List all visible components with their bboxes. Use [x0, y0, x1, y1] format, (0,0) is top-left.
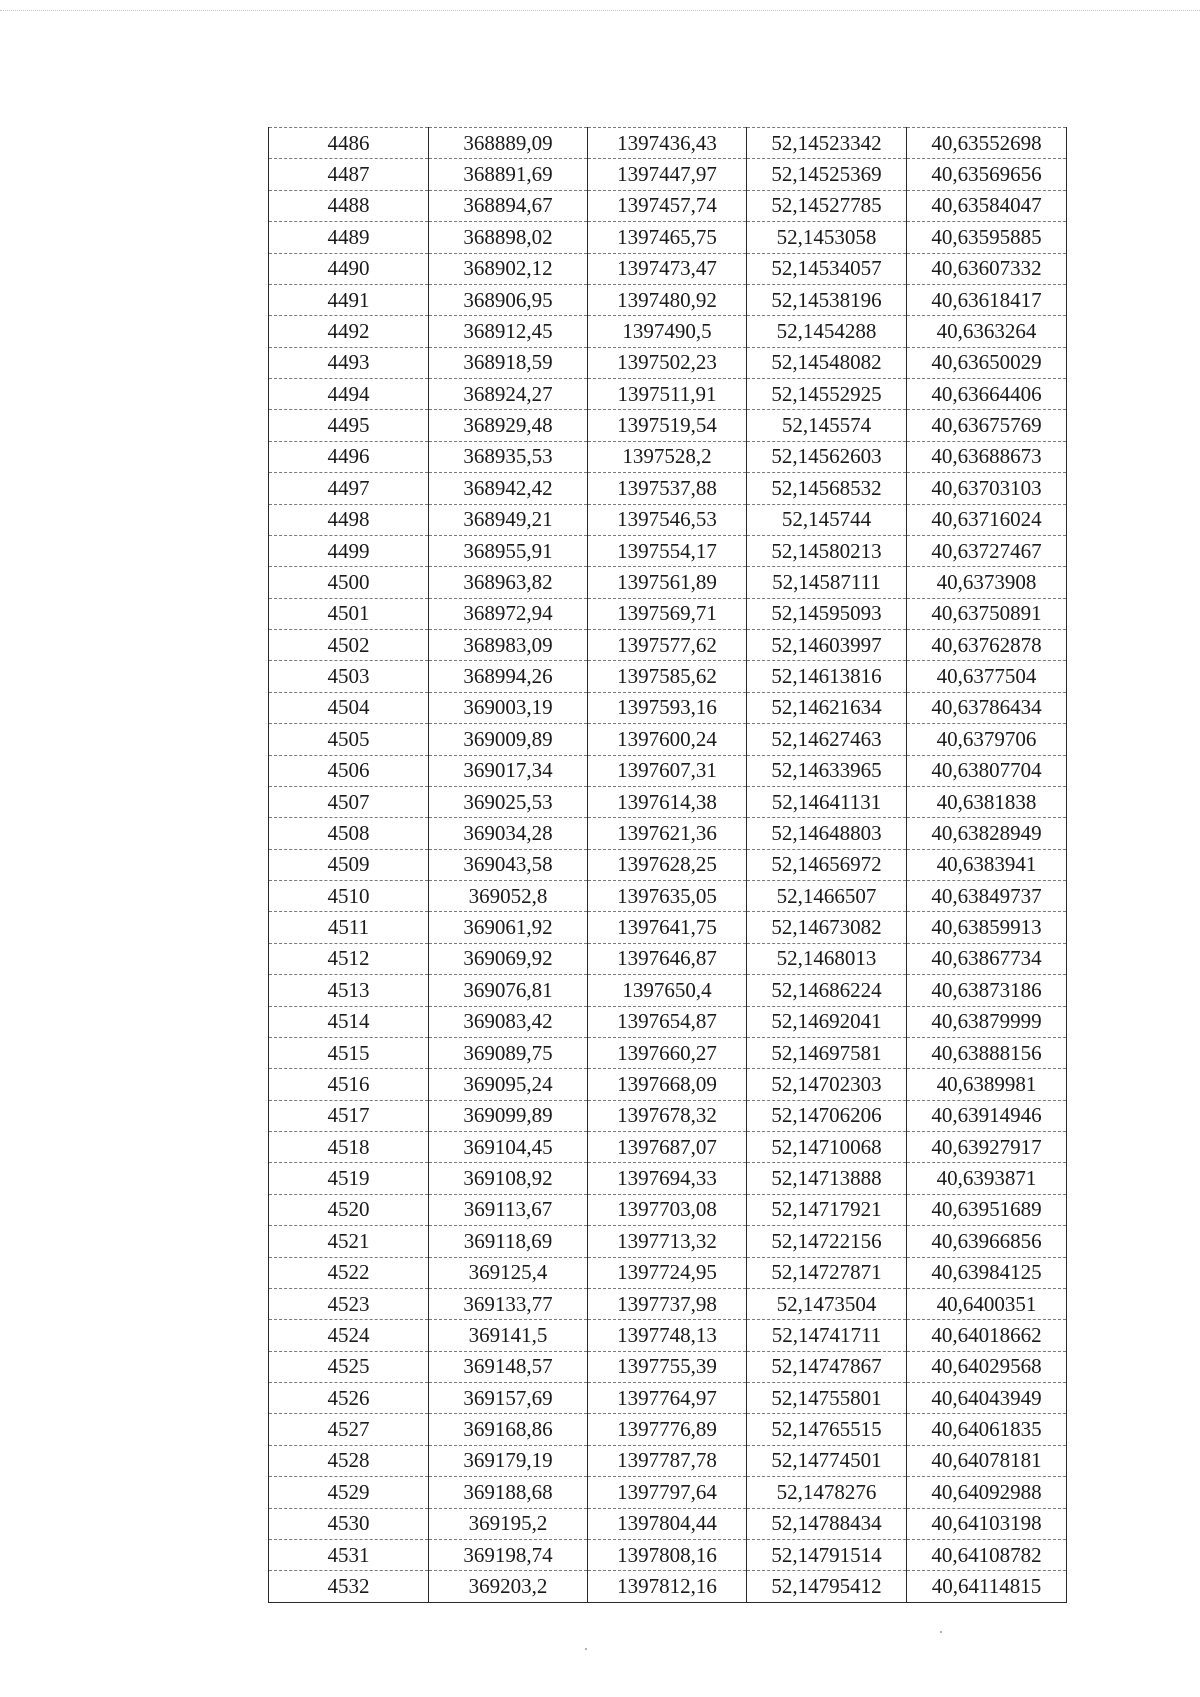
- longitude-cell: 40,63569656: [907, 159, 1067, 190]
- y-coordinate-cell: 1397687,07: [588, 1132, 747, 1163]
- x-coordinate-cell: 369118,69: [429, 1226, 588, 1257]
- point-number-cell: 4526: [269, 1383, 429, 1414]
- y-coordinate-cell: 1397755,39: [588, 1351, 747, 1382]
- x-coordinate-cell: 368889,09: [429, 128, 588, 159]
- table-row: [269, 190, 1067, 221]
- table-row: [269, 347, 1067, 378]
- table-row: [269, 724, 1067, 755]
- point-number-cell: 4495: [269, 410, 429, 441]
- latitude-cell: 52,14538196: [747, 284, 907, 315]
- table-row: [269, 1257, 1067, 1288]
- latitude-cell: 52,14641131: [747, 786, 907, 817]
- latitude-cell: 52,14717921: [747, 1194, 907, 1225]
- y-coordinate-cell: 1397561,89: [588, 567, 747, 598]
- point-number-cell: 4502: [269, 630, 429, 661]
- longitude-cell: 40,6379706: [907, 724, 1067, 755]
- longitude-cell: 40,6377504: [907, 661, 1067, 692]
- longitude-cell: 40,63675769: [907, 410, 1067, 441]
- table-row: [269, 1539, 1067, 1570]
- y-coordinate-cell: 1397694,33: [588, 1163, 747, 1194]
- y-coordinate-cell: 1397635,05: [588, 881, 747, 912]
- point-number-cell: 4499: [269, 535, 429, 566]
- point-number-cell: 4530: [269, 1508, 429, 1539]
- table-row: [269, 253, 1067, 284]
- latitude-cell: 52,14747867: [747, 1351, 907, 1382]
- longitude-cell: 40,63828949: [907, 818, 1067, 849]
- latitude-cell: 52,14765515: [747, 1414, 907, 1445]
- y-coordinate-cell: 1397473,47: [588, 253, 747, 284]
- point-number-cell: 4491: [269, 284, 429, 315]
- latitude-cell: 52,14706206: [747, 1100, 907, 1131]
- latitude-cell: 52,14613816: [747, 661, 907, 692]
- scan-speck: [940, 1631, 942, 1633]
- y-coordinate-cell: 1397748,13: [588, 1320, 747, 1351]
- table-row: [269, 912, 1067, 943]
- point-number-cell: 4513: [269, 975, 429, 1006]
- x-coordinate-cell: 368891,69: [429, 159, 588, 190]
- y-coordinate-cell: 1397621,36: [588, 818, 747, 849]
- latitude-cell: 52,14633965: [747, 755, 907, 786]
- table-row: [269, 755, 1067, 786]
- longitude-cell: 40,63888156: [907, 1037, 1067, 1068]
- point-number-cell: 4488: [269, 190, 429, 221]
- x-coordinate-cell: 368955,91: [429, 535, 588, 566]
- x-coordinate-cell: 369179,19: [429, 1445, 588, 1476]
- latitude-cell: 52,14686224: [747, 975, 907, 1006]
- y-coordinate-cell: 1397546,53: [588, 504, 747, 535]
- longitude-cell: 40,64018662: [907, 1320, 1067, 1351]
- table-row: [269, 1508, 1067, 1539]
- point-number-cell: 4496: [269, 441, 429, 472]
- table-row: [269, 1445, 1067, 1476]
- latitude-cell: 52,14692041: [747, 1006, 907, 1037]
- latitude-cell: 52,14595093: [747, 598, 907, 629]
- x-coordinate-cell: 369052,8: [429, 881, 588, 912]
- longitude-cell: 40,63859913: [907, 912, 1067, 943]
- x-coordinate-cell: 368972,94: [429, 598, 588, 629]
- point-number-cell: 4500: [269, 567, 429, 598]
- latitude-cell: 52,14552925: [747, 379, 907, 410]
- latitude-cell: 52,1466507: [747, 881, 907, 912]
- table-row: [269, 598, 1067, 629]
- latitude-cell: 52,14727871: [747, 1257, 907, 1288]
- x-coordinate-cell: 369025,53: [429, 786, 588, 817]
- latitude-cell: 52,14656972: [747, 849, 907, 880]
- latitude-cell: 52,14774501: [747, 1445, 907, 1476]
- table-row: [269, 1163, 1067, 1194]
- x-coordinate-cell: 369108,92: [429, 1163, 588, 1194]
- longitude-cell: 40,63716024: [907, 504, 1067, 535]
- x-coordinate-cell: 368949,21: [429, 504, 588, 535]
- point-number-cell: 4516: [269, 1069, 429, 1100]
- point-number-cell: 4527: [269, 1414, 429, 1445]
- y-coordinate-cell: 1397650,4: [588, 975, 747, 1006]
- longitude-cell: 40,64108782: [907, 1539, 1067, 1570]
- x-coordinate-cell: 368929,48: [429, 410, 588, 441]
- latitude-cell: 52,1468013: [747, 943, 907, 974]
- latitude-cell: 52,14710068: [747, 1132, 907, 1163]
- point-number-cell: 4509: [269, 849, 429, 880]
- point-number-cell: 4529: [269, 1477, 429, 1508]
- point-number-cell: 4520: [269, 1194, 429, 1225]
- point-number-cell: 4489: [269, 222, 429, 253]
- point-number-cell: 4506: [269, 755, 429, 786]
- table-row: [269, 473, 1067, 504]
- longitude-cell: 40,6381838: [907, 786, 1067, 817]
- longitude-cell: 40,63927917: [907, 1132, 1067, 1163]
- latitude-cell: 52,14525369: [747, 159, 907, 190]
- longitude-cell: 40,63607332: [907, 253, 1067, 284]
- latitude-cell: 52,14702303: [747, 1069, 907, 1100]
- coordinates-table-body: [269, 128, 1067, 1603]
- y-coordinate-cell: 1397764,97: [588, 1383, 747, 1414]
- table-row: [269, 316, 1067, 347]
- table-row: [269, 1100, 1067, 1131]
- x-coordinate-cell: 369141,5: [429, 1320, 588, 1351]
- latitude-cell: 52,14791514: [747, 1539, 907, 1570]
- latitude-cell: 52,14627463: [747, 724, 907, 755]
- y-coordinate-cell: 1397502,23: [588, 347, 747, 378]
- y-coordinate-cell: 1397511,91: [588, 379, 747, 410]
- longitude-cell: 40,63807704: [907, 755, 1067, 786]
- x-coordinate-cell: 369148,57: [429, 1351, 588, 1382]
- x-coordinate-cell: 369157,69: [429, 1383, 588, 1414]
- longitude-cell: 40,63664406: [907, 379, 1067, 410]
- point-number-cell: 4522: [269, 1257, 429, 1288]
- point-number-cell: 4510: [269, 881, 429, 912]
- x-coordinate-cell: 368942,42: [429, 473, 588, 504]
- table-row: [269, 849, 1067, 880]
- table-row: [269, 567, 1067, 598]
- point-number-cell: 4505: [269, 724, 429, 755]
- point-number-cell: 4503: [269, 661, 429, 692]
- x-coordinate-cell: 368906,95: [429, 284, 588, 315]
- latitude-cell: 52,14523342: [747, 128, 907, 159]
- table-row: [269, 1288, 1067, 1319]
- y-coordinate-cell: 1397554,17: [588, 535, 747, 566]
- point-number-cell: 4519: [269, 1163, 429, 1194]
- latitude-cell: 52,145744: [747, 504, 907, 535]
- x-coordinate-cell: 368935,53: [429, 441, 588, 472]
- table-row: [269, 1571, 1067, 1602]
- x-coordinate-cell: 369104,45: [429, 1132, 588, 1163]
- longitude-cell: 40,6383941: [907, 849, 1067, 880]
- table-row: [269, 692, 1067, 723]
- point-number-cell: 4521: [269, 1226, 429, 1257]
- scan-speck: [585, 1648, 587, 1650]
- latitude-cell: 52,14562603: [747, 441, 907, 472]
- x-coordinate-cell: 369083,42: [429, 1006, 588, 1037]
- longitude-cell: 40,63727467: [907, 535, 1067, 566]
- table-row: [269, 1037, 1067, 1068]
- y-coordinate-cell: 1397678,32: [588, 1100, 747, 1131]
- point-number-cell: 4490: [269, 253, 429, 284]
- longitude-cell: 40,6389981: [907, 1069, 1067, 1100]
- point-number-cell: 4531: [269, 1539, 429, 1570]
- latitude-cell: 52,14568532: [747, 473, 907, 504]
- point-number-cell: 4511: [269, 912, 429, 943]
- table-row: [269, 630, 1067, 661]
- y-coordinate-cell: 1397600,24: [588, 724, 747, 755]
- y-coordinate-cell: 1397519,54: [588, 410, 747, 441]
- longitude-cell: 40,63595885: [907, 222, 1067, 253]
- longitude-cell: 40,63688673: [907, 441, 1067, 472]
- longitude-cell: 40,6393871: [907, 1163, 1067, 1194]
- longitude-cell: 40,63879999: [907, 1006, 1067, 1037]
- table-row: [269, 504, 1067, 535]
- latitude-cell: 52,14713888: [747, 1163, 907, 1194]
- longitude-cell: 40,63762878: [907, 630, 1067, 661]
- latitude-cell: 52,14527785: [747, 190, 907, 221]
- x-coordinate-cell: 369034,28: [429, 818, 588, 849]
- table-row: [269, 1006, 1067, 1037]
- y-coordinate-cell: 1397660,27: [588, 1037, 747, 1068]
- longitude-cell: 40,63849737: [907, 881, 1067, 912]
- y-coordinate-cell: 1397569,71: [588, 598, 747, 629]
- point-number-cell: 4507: [269, 786, 429, 817]
- x-coordinate-cell: 368983,09: [429, 630, 588, 661]
- y-coordinate-cell: 1397585,62: [588, 661, 747, 692]
- x-coordinate-cell: 369076,81: [429, 975, 588, 1006]
- x-coordinate-cell: 369069,92: [429, 943, 588, 974]
- longitude-cell: 40,6400351: [907, 1288, 1067, 1319]
- x-coordinate-cell: 369203,2: [429, 1571, 588, 1602]
- latitude-cell: 52,14673082: [747, 912, 907, 943]
- latitude-cell: 52,14603997: [747, 630, 907, 661]
- y-coordinate-cell: 1397614,38: [588, 786, 747, 817]
- x-coordinate-cell: 369061,92: [429, 912, 588, 943]
- y-coordinate-cell: 1397812,16: [588, 1571, 747, 1602]
- point-number-cell: 4532: [269, 1571, 429, 1602]
- longitude-cell: 40,63914946: [907, 1100, 1067, 1131]
- x-coordinate-cell: 369003,19: [429, 692, 588, 723]
- x-coordinate-cell: 369125,4: [429, 1257, 588, 1288]
- longitude-cell: 40,64029568: [907, 1351, 1067, 1382]
- latitude-cell: 52,1478276: [747, 1477, 907, 1508]
- y-coordinate-cell: 1397577,62: [588, 630, 747, 661]
- x-coordinate-cell: 368963,82: [429, 567, 588, 598]
- x-coordinate-cell: 369113,67: [429, 1194, 588, 1225]
- table-row: [269, 1320, 1067, 1351]
- longitude-cell: 40,64114815: [907, 1571, 1067, 1602]
- longitude-cell: 40,6363264: [907, 316, 1067, 347]
- latitude-cell: 52,14697581: [747, 1037, 907, 1068]
- longitude-cell: 40,64043949: [907, 1383, 1067, 1414]
- table-row: [269, 128, 1067, 159]
- y-coordinate-cell: 1397787,78: [588, 1445, 747, 1476]
- y-coordinate-cell: 1397703,08: [588, 1194, 747, 1225]
- longitude-cell: 40,63867734: [907, 943, 1067, 974]
- y-coordinate-cell: 1397457,74: [588, 190, 747, 221]
- latitude-cell: 52,14534057: [747, 253, 907, 284]
- longitude-cell: 40,64061835: [907, 1414, 1067, 1445]
- y-coordinate-cell: 1397654,87: [588, 1006, 747, 1037]
- y-coordinate-cell: 1397668,09: [588, 1069, 747, 1100]
- point-number-cell: 4486: [269, 128, 429, 159]
- y-coordinate-cell: 1397628,25: [588, 849, 747, 880]
- latitude-cell: 52,14621634: [747, 692, 907, 723]
- x-coordinate-cell: 369017,34: [429, 755, 588, 786]
- latitude-cell: 52,14648803: [747, 818, 907, 849]
- table-row: [269, 975, 1067, 1006]
- latitude-cell: 52,14548082: [747, 347, 907, 378]
- latitude-cell: 52,14587111: [747, 567, 907, 598]
- point-number-cell: 4528: [269, 1445, 429, 1476]
- longitude-cell: 40,64103198: [907, 1508, 1067, 1539]
- table-row: [269, 1351, 1067, 1382]
- table-row: [269, 441, 1067, 472]
- point-number-cell: 4515: [269, 1037, 429, 1068]
- longitude-cell: 40,63984125: [907, 1257, 1067, 1288]
- y-coordinate-cell: 1397447,97: [588, 159, 747, 190]
- x-coordinate-cell: 369099,89: [429, 1100, 588, 1131]
- y-coordinate-cell: 1397537,88: [588, 473, 747, 504]
- point-number-cell: 4514: [269, 1006, 429, 1037]
- latitude-cell: 52,1453058: [747, 222, 907, 253]
- y-coordinate-cell: 1397724,95: [588, 1257, 747, 1288]
- x-coordinate-cell: 368898,02: [429, 222, 588, 253]
- table-row: [269, 159, 1067, 190]
- x-coordinate-cell: 369133,77: [429, 1288, 588, 1319]
- y-coordinate-cell: 1397465,75: [588, 222, 747, 253]
- latitude-cell: 52,14722156: [747, 1226, 907, 1257]
- longitude-cell: 40,6373908: [907, 567, 1067, 598]
- longitude-cell: 40,64078181: [907, 1445, 1067, 1476]
- table-row: [269, 222, 1067, 253]
- latitude-cell: 52,145574: [747, 410, 907, 441]
- point-number-cell: 4492: [269, 316, 429, 347]
- y-coordinate-cell: 1397804,44: [588, 1508, 747, 1539]
- latitude-cell: 52,14755801: [747, 1383, 907, 1414]
- point-number-cell: 4524: [269, 1320, 429, 1351]
- x-coordinate-cell: 369095,24: [429, 1069, 588, 1100]
- y-coordinate-cell: 1397436,43: [588, 128, 747, 159]
- longitude-cell: 40,63552698: [907, 128, 1067, 159]
- table-row: [269, 1226, 1067, 1257]
- point-number-cell: 4487: [269, 159, 429, 190]
- table-row: [269, 535, 1067, 566]
- table-row: [269, 1194, 1067, 1225]
- x-coordinate-cell: 368894,67: [429, 190, 588, 221]
- x-coordinate-cell: 369009,89: [429, 724, 588, 755]
- longitude-cell: 40,63750891: [907, 598, 1067, 629]
- longitude-cell: 40,63584047: [907, 190, 1067, 221]
- point-number-cell: 4525: [269, 1351, 429, 1382]
- table-row: [269, 818, 1067, 849]
- point-number-cell: 4494: [269, 379, 429, 410]
- y-coordinate-cell: 1397641,75: [588, 912, 747, 943]
- longitude-cell: 40,63873186: [907, 975, 1067, 1006]
- longitude-cell: 40,63966856: [907, 1226, 1067, 1257]
- latitude-cell: 52,1454288: [747, 316, 907, 347]
- table-row: [269, 379, 1067, 410]
- point-number-cell: 4504: [269, 692, 429, 723]
- point-number-cell: 4497: [269, 473, 429, 504]
- y-coordinate-cell: 1397776,89: [588, 1414, 747, 1445]
- point-number-cell: 4493: [269, 347, 429, 378]
- x-coordinate-cell: 368924,27: [429, 379, 588, 410]
- y-coordinate-cell: 1397797,64: [588, 1477, 747, 1508]
- y-coordinate-cell: 1397528,2: [588, 441, 747, 472]
- table-row: [269, 1477, 1067, 1508]
- table-row: [269, 410, 1067, 441]
- x-coordinate-cell: 368902,12: [429, 253, 588, 284]
- table-row: [269, 943, 1067, 974]
- y-coordinate-cell: 1397713,32: [588, 1226, 747, 1257]
- y-coordinate-cell: 1397607,31: [588, 755, 747, 786]
- point-number-cell: 4523: [269, 1288, 429, 1319]
- x-coordinate-cell: 369168,86: [429, 1414, 588, 1445]
- longitude-cell: 40,63650029: [907, 347, 1067, 378]
- point-number-cell: 4501: [269, 598, 429, 629]
- table-row: [269, 1132, 1067, 1163]
- y-coordinate-cell: 1397808,16: [588, 1539, 747, 1570]
- point-number-cell: 4517: [269, 1100, 429, 1131]
- table-row: [269, 1069, 1067, 1100]
- scan-edge-line: [0, 10, 1200, 11]
- point-number-cell: 4508: [269, 818, 429, 849]
- table-row: [269, 1383, 1067, 1414]
- y-coordinate-cell: 1397490,5: [588, 316, 747, 347]
- y-coordinate-cell: 1397646,87: [588, 943, 747, 974]
- longitude-cell: 40,63703103: [907, 473, 1067, 504]
- latitude-cell: 52,14741711: [747, 1320, 907, 1351]
- longitude-cell: 40,63951689: [907, 1194, 1067, 1225]
- table-row: [269, 284, 1067, 315]
- table-row: [269, 661, 1067, 692]
- point-number-cell: 4512: [269, 943, 429, 974]
- table-row: [269, 1414, 1067, 1445]
- x-coordinate-cell: 369198,74: [429, 1539, 588, 1570]
- table-row: [269, 881, 1067, 912]
- latitude-cell: 52,14580213: [747, 535, 907, 566]
- longitude-cell: 40,64092988: [907, 1477, 1067, 1508]
- table-row: [269, 786, 1067, 817]
- point-number-cell: 4498: [269, 504, 429, 535]
- x-coordinate-cell: 368918,59: [429, 347, 588, 378]
- latitude-cell: 52,14788434: [747, 1508, 907, 1539]
- longitude-cell: 40,63786434: [907, 692, 1067, 723]
- y-coordinate-cell: 1397737,98: [588, 1288, 747, 1319]
- x-coordinate-cell: 369188,68: [429, 1477, 588, 1508]
- coordinates-table: [268, 127, 1067, 1603]
- x-coordinate-cell: 369043,58: [429, 849, 588, 880]
- y-coordinate-cell: 1397593,16: [588, 692, 747, 723]
- y-coordinate-cell: 1397480,92: [588, 284, 747, 315]
- x-coordinate-cell: 368994,26: [429, 661, 588, 692]
- x-coordinate-cell: 369089,75: [429, 1037, 588, 1068]
- longitude-cell: 40,63618417: [907, 284, 1067, 315]
- x-coordinate-cell: 368912,45: [429, 316, 588, 347]
- latitude-cell: 52,1473504: [747, 1288, 907, 1319]
- point-number-cell: 4518: [269, 1132, 429, 1163]
- latitude-cell: 52,14795412: [747, 1571, 907, 1602]
- x-coordinate-cell: 369195,2: [429, 1508, 588, 1539]
